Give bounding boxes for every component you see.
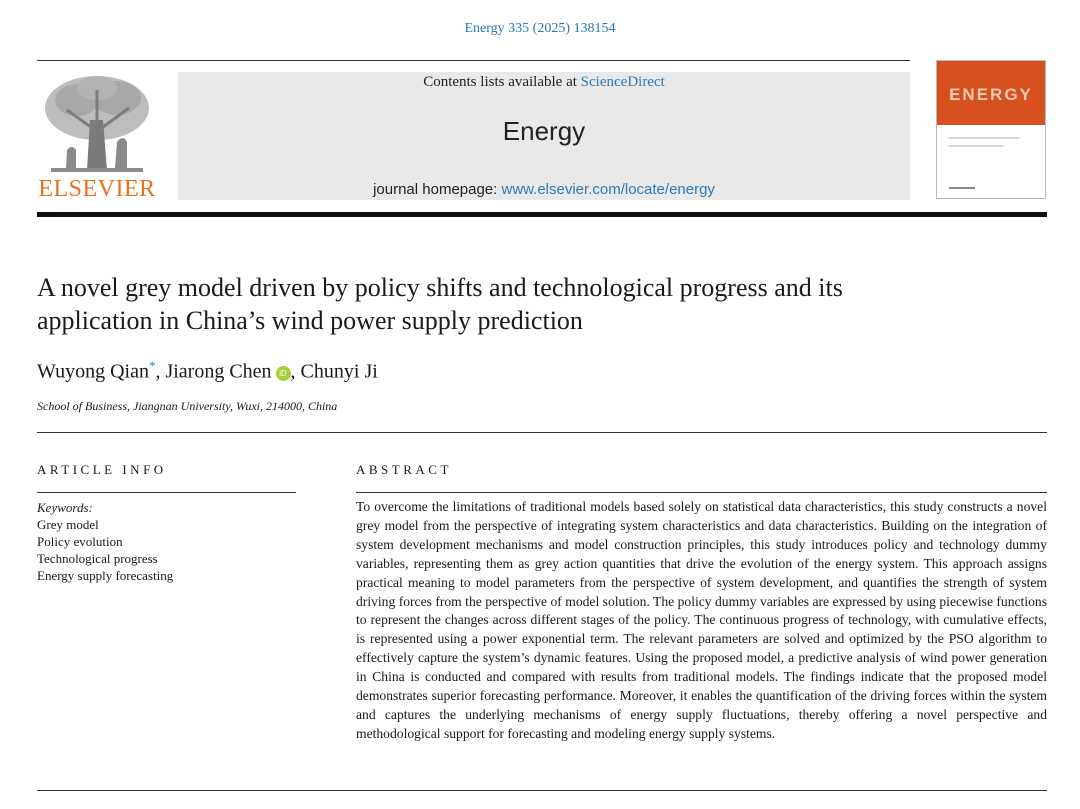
article-info-rule <box>37 492 296 493</box>
orcid-icon[interactable]: iD <box>276 366 291 381</box>
keyword-item: Energy supply forecasting <box>37 568 174 583</box>
keywords-label: Keywords: <box>37 500 93 515</box>
journal-cover-image[interactable] <box>936 60 1046 199</box>
abstract-rule <box>356 492 1047 493</box>
section-divider <box>37 432 1047 433</box>
article-title: A novel grey model driven by policy shifts and technological progress and its application in China’s wind power supply prediction <box>37 273 843 335</box>
author-name[interactable]: Wuyong Qian <box>37 360 149 383</box>
author-name[interactable]: Jiarong Chen <box>165 360 272 383</box>
elsevier-wordmark: ELSEVIER <box>38 176 156 202</box>
journal-title[interactable]: Energy <box>502 116 586 146</box>
homepage-prefix: journal homepage: <box>373 181 498 198</box>
keyword-item: Grey model <box>37 517 99 532</box>
author-name[interactable]: Chunyi Ji <box>300 360 378 383</box>
journal-citation[interactable]: Energy 335 (2025) 138154 <box>464 21 616 36</box>
header-rule <box>37 60 910 61</box>
abstract-text: To overcome the limitations of traditional models based solely on statistical data characteristics, this study constructs a novel grey model from the perspective of integrating system characteristics and data characteristics. Building on the integration of system development mechanisms and model construction principles, this study introduces policy and technology dummy variables, representing them as grey action quantities that drive the evolution of the energy system. This approach assigns practical meaning to model parameters from the perspective of system development, and quantifies the strength of system driving forces from the perspective of model solution. The policy dummy variables are expressed by using piecewise functions to represent the changes across different stages of the policy. The continuous progress of technology, with cumulative effects, is represented using a power exponential term. The relevant parameters are solved and optimized by the PSO algorithm to effectively capture the system’s dynamic features. Using the proposed model, a predictive analysis of wind power generation in China is conducted and compared with results from traditional models. The findings indicate that the proposed model demonstrates superior forecasting performance. Moreover, it enables the quantification of the driving forces within the system and captures the underlying mechanisms of energy supply fluctuations, thereby offering a novel perspective and methodological support for forecasting and modeling energy supply systems. <box>356 499 1047 741</box>
elsevier-tree-icon <box>37 70 157 178</box>
journal-banner <box>178 72 910 200</box>
corresponding-author-marker[interactable]: * <box>148 358 156 373</box>
cover-text-line <box>949 187 975 189</box>
contents-line <box>178 74 910 91</box>
author-affiliation: School of Business, Jiangnan University, Wuxi, 214000, China <box>37 399 338 413</box>
cover-text-line <box>949 137 1019 139</box>
header-divider <box>37 212 1047 217</box>
article-info-heading: ARTICLE INFO <box>37 462 167 477</box>
homepage-line <box>178 181 910 198</box>
contents-prefix: Contents lists available at <box>423 74 577 90</box>
cover-title: ENERGY <box>949 85 1033 104</box>
author-list: Wuyong Qian*, Jiarong Chen iD , Chunyi Ji <box>37 358 378 383</box>
keyword-item: Policy evolution <box>37 534 123 549</box>
publisher-logo[interactable] <box>37 70 157 205</box>
keywords-block <box>37 499 173 584</box>
cover-text-line <box>949 145 1003 147</box>
abstract-bottom-rule <box>37 790 1047 791</box>
keyword-item: Technological progress <box>37 551 158 566</box>
abstract-heading: ABSTRACT <box>356 462 452 477</box>
homepage-link[interactable]: www.elsevier.com/locate/energy <box>501 181 715 198</box>
sciencedirect-link[interactable]: ScienceDirect <box>580 74 665 90</box>
